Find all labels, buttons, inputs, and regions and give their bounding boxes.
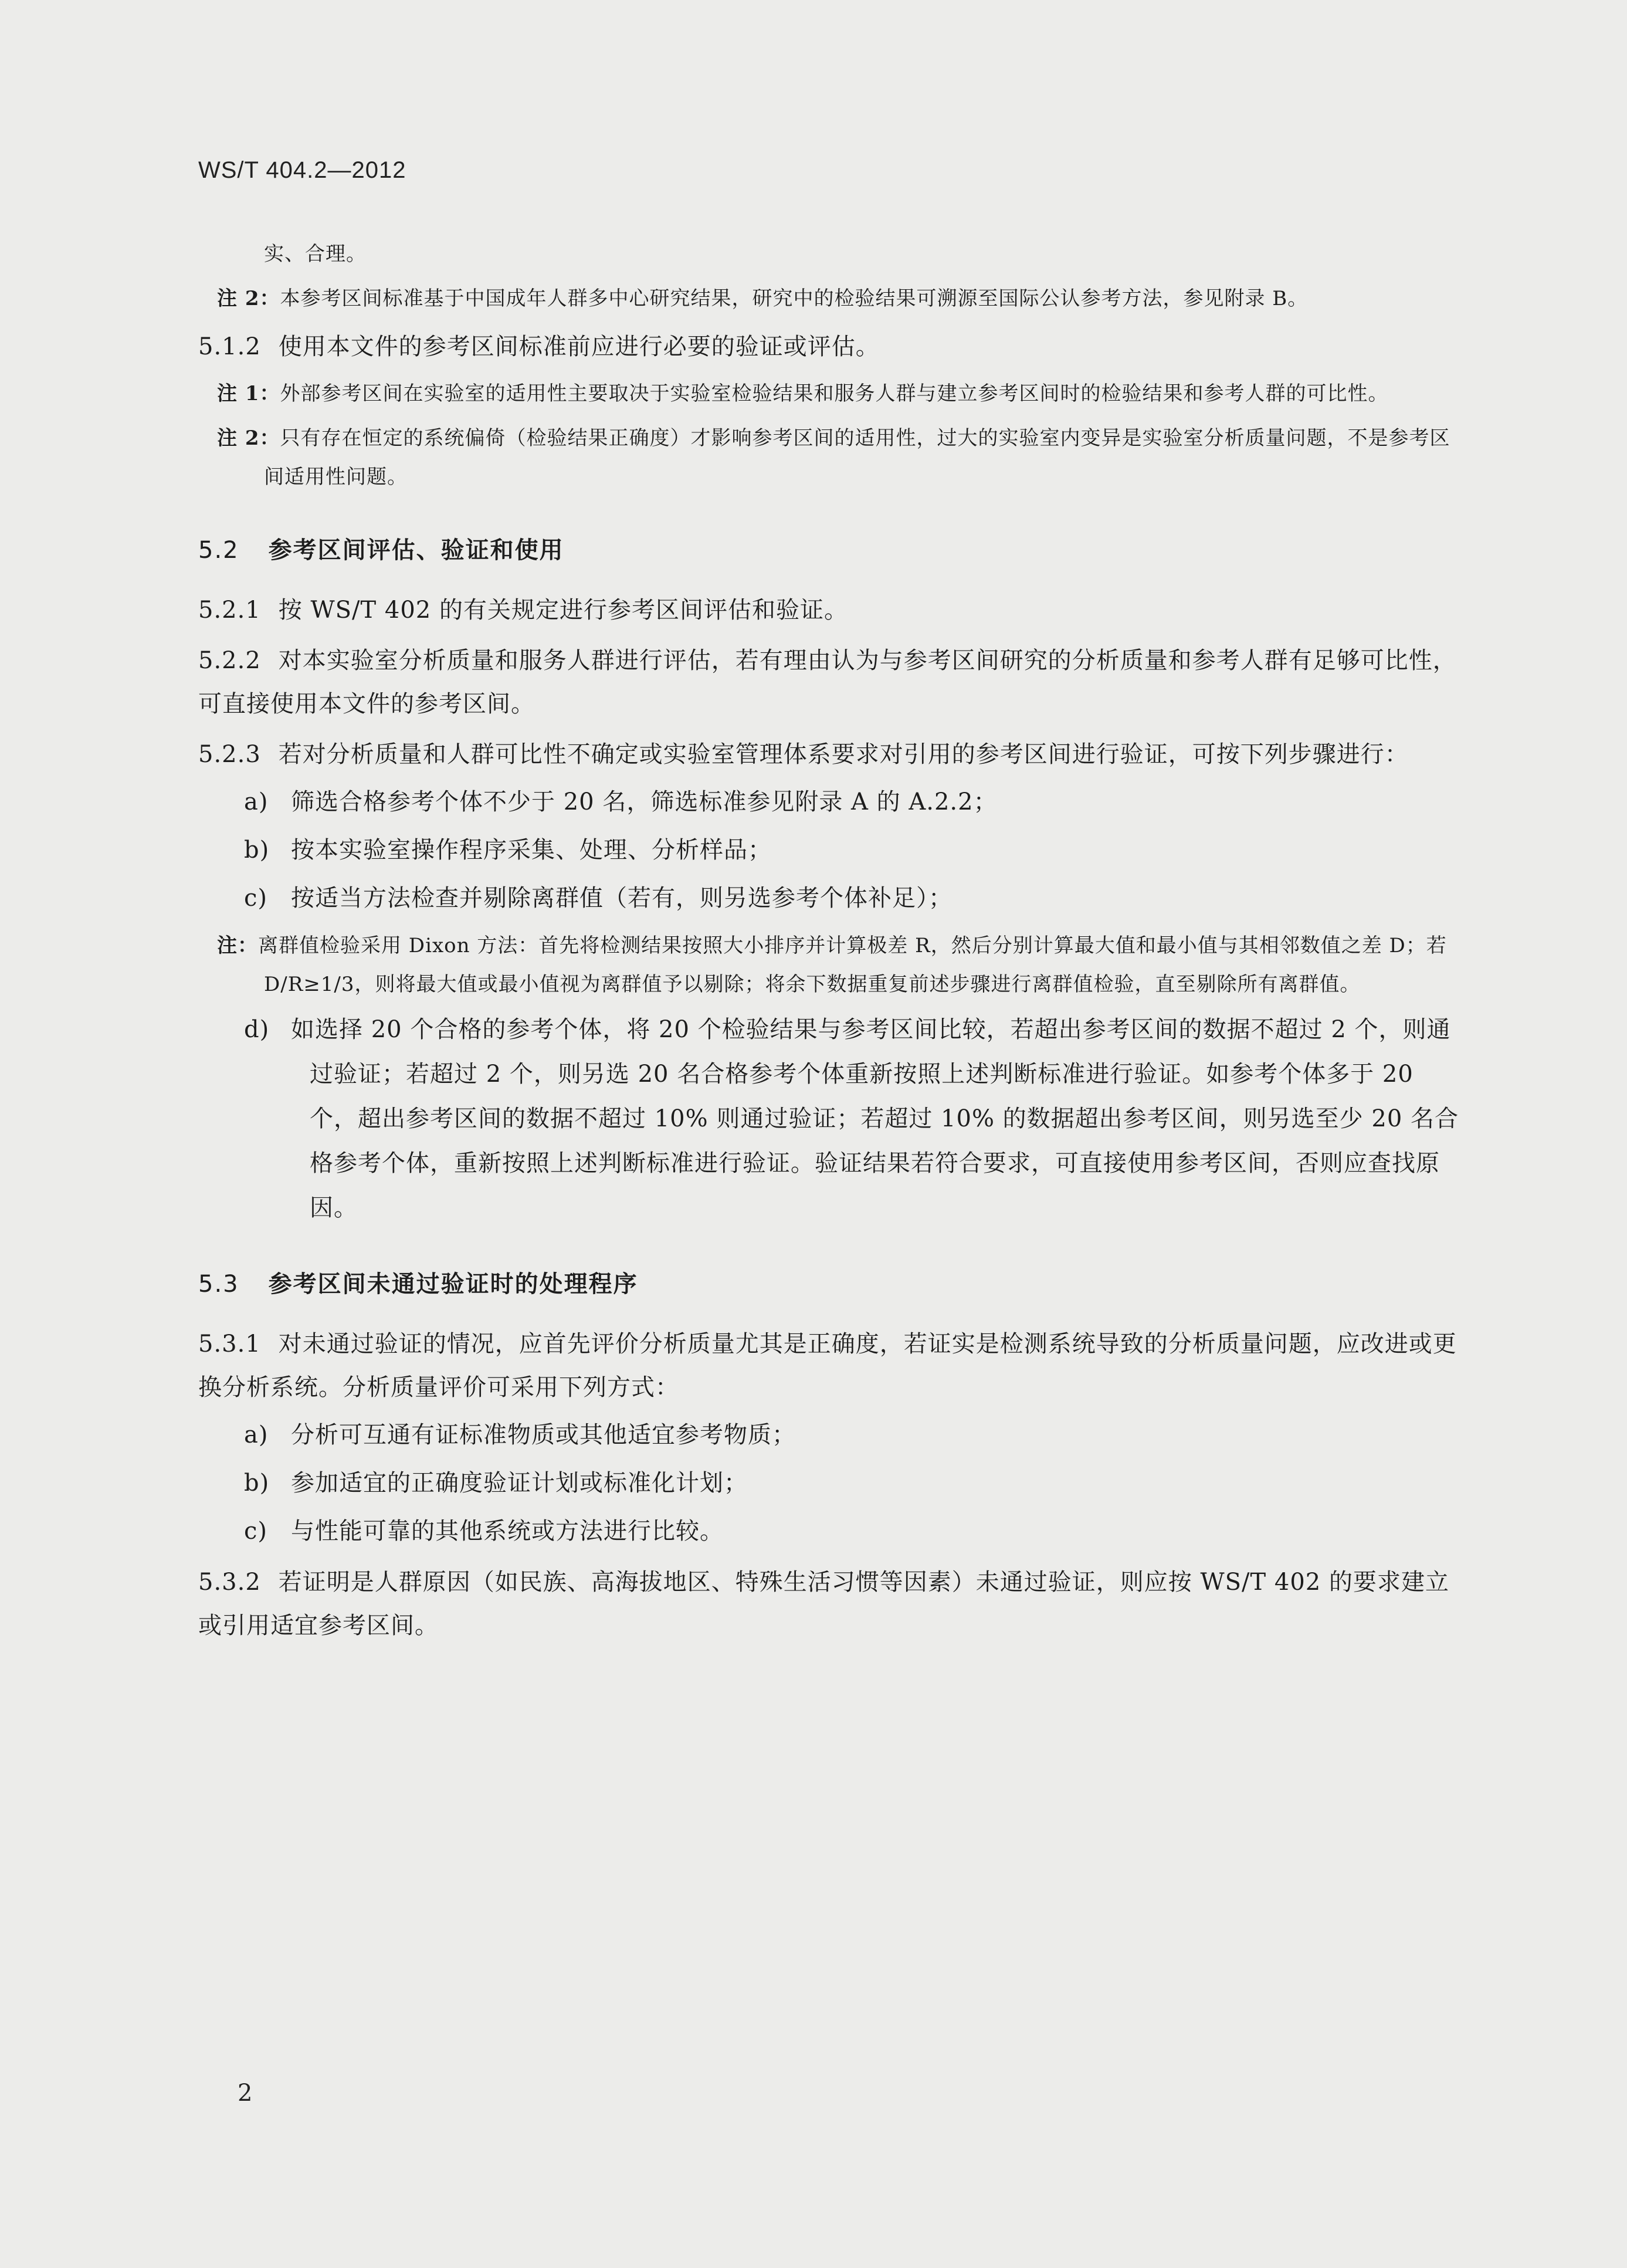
note-label: 注：	[217, 934, 258, 957]
list-item-text: 按本实验室操作程序采集、处理、分析样品；	[291, 837, 772, 864]
clause-paragraph	[198, 1560, 1459, 1647]
list-item-label: a)	[244, 1421, 269, 1448]
note-paragraph	[198, 926, 1459, 1004]
clause-text: 按 WS/T 402 的有关规定进行参考区间评估和验证。	[278, 597, 848, 624]
standard-code-header: WS/T 404.2—2012	[198, 157, 406, 183]
clause-text: 对本实验室分析质量和服务人群进行评估，若有理由认为与参考区间研究的分析质量和参考人群有足够可比性，可直接使用本文件的参考区间。	[198, 647, 1457, 717]
clause-number: 5.2.3	[198, 741, 261, 768]
list-item	[198, 828, 1459, 872]
clause-number: 5.1.2	[198, 333, 261, 360]
note-label: 注 2：	[217, 426, 280, 450]
clause-paragraph	[198, 733, 1459, 776]
list-item	[198, 780, 1459, 824]
clause-text: 对未通过验证的情况，应首先评价分析质量尤其是正确度，若证实是检测系统导致的分析质量问题，应改进或更换分析系统。分析质量评价可采用下列方式：	[198, 1331, 1457, 1401]
note-paragraph	[198, 279, 1459, 318]
clause-paragraph	[198, 1322, 1459, 1409]
page-number: 2	[238, 2080, 253, 2107]
list-item	[198, 1413, 1459, 1457]
clause-number: 5.3.1	[198, 1331, 261, 1358]
note-text: 外部参考区间在实验室的适用性主要取决于实验室检验结果和服务人群与建立参考区间时的检验结果和参考人群的可比性。	[280, 382, 1389, 405]
list-item	[198, 1007, 1459, 1230]
list-item-label: b)	[244, 1470, 270, 1497]
list-item-label: b)	[244, 837, 270, 864]
list-item-text: 参加适宜的正确度验证计划或标准化计划；	[291, 1470, 748, 1497]
list-item-label: a)	[244, 788, 269, 815]
note-text: 本参考区间标准基于中国成年人群多中心研究结果，研究中的检验结果可溯源至国际公认参考方法，参见附录 B。	[280, 287, 1309, 310]
section-number: 5.2	[198, 537, 239, 564]
list-item-label: c)	[244, 1518, 268, 1545]
list-item-text: 筛选合格参考个体不少于 20 名，筛选标准参见附录 A 的 A.2.2；	[291, 788, 998, 815]
clause-number: 5.2.2	[198, 647, 261, 674]
section-heading	[198, 532, 1459, 565]
clause-paragraph	[198, 639, 1459, 726]
note-text: 只有存在恒定的系统偏倚（检验结果正确度）才影响参考区间的适用性，过大的实验室内变异是实验室分析质量问题，不是参考区间适用性问题。	[264, 426, 1450, 489]
list-item-text: 与性能可靠的其他系统或方法进行比较。	[291, 1518, 724, 1545]
section-number: 5.3	[198, 1271, 239, 1298]
note-paragraph	[198, 374, 1459, 413]
note-label: 注 1：	[217, 382, 280, 405]
clause-text: 若证明是人群原因（如民族、高海拔地区、特殊生活习惯等因素）未通过验证，则应按 WS/T 402 的要求建立或引用适宜参考区间。	[198, 1569, 1449, 1639]
section-title: 参考区间未通过验证时的处理程序	[268, 1271, 638, 1298]
list-item-text: 按适当方法检查并剔除离群值（若有，则另选参考个体补足）；	[291, 885, 953, 912]
document-body	[198, 229, 1459, 1647]
clause-paragraph	[198, 588, 1459, 632]
clause-text: 若对分析质量和人群可比性不确定或实验室管理体系要求对引用的参考区间进行验证，可按下列步骤进行：	[278, 741, 1409, 768]
clause-paragraph	[198, 325, 1459, 368]
list-item-label: c)	[244, 885, 268, 912]
note-text: 离群值检验采用 Dixon 方法：首先将检测结果按照大小排序并计算极差 R，然后分别计算最大值和最小值与其相邻数值之差 D；若 D/R≥1/3，则将最大值或最小值视为离群值予以剔除；将余下数据重复前述步骤进行离群值检验，直至剔除所有离群值。	[258, 934, 1447, 996]
note-label: 注 2：	[217, 287, 280, 310]
clause-text: 使用本文件的参考区间标准前应进行必要的验证或评估。	[278, 333, 880, 360]
note-paragraph	[198, 235, 1459, 273]
section-heading	[198, 1265, 1459, 1299]
list-item	[198, 1509, 1459, 1553]
list-item-text: 如选择 20 个合格的参考个体，将 20 个检验结果与参考区间比较，若超出参考区间的数据不超过 2 个，则通过验证；若超过 2 个，则另选 20 名合格参考个体重新按照上述判断标准进行验证。如参考个体多于 20 个，超出参考区间的数据不超过 10% 则通过验证；若超过 10% 的数据超出参考区间，则另选至少 20 名合格参考个体，重新按照上述判断标准进行验证。验证结果若符合要求，可直接使用参考区间，否则应查找原因。	[291, 1016, 1459, 1221]
clause-number: 5.3.2	[198, 1569, 261, 1596]
list-item-text: 分析可互通有证标准物质或其他适宜参考物质；	[291, 1421, 796, 1448]
list-item-label: d)	[244, 1016, 270, 1043]
clause-number: 5.2.1	[198, 597, 261, 624]
note-paragraph	[198, 419, 1459, 496]
list-item	[198, 876, 1459, 920]
section-title: 参考区间评估、验证和使用	[268, 537, 564, 564]
note-text: 实、合理。	[264, 242, 367, 266]
list-item	[198, 1461, 1459, 1505]
